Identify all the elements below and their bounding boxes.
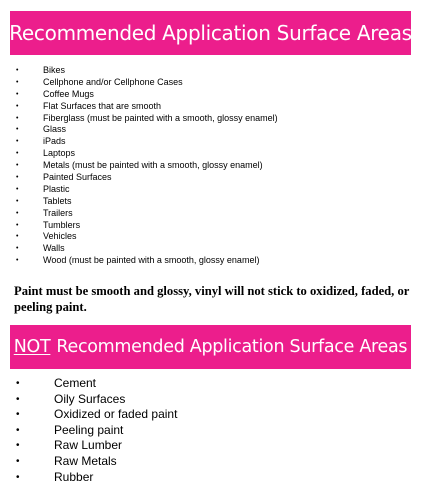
list-item bbox=[16, 172, 278, 184]
bullet-icon: • bbox=[16, 471, 20, 483]
list-item bbox=[16, 136, 278, 148]
list-item-text: Oily Surfaces bbox=[54, 391, 126, 406]
not-recommended-list bbox=[16, 376, 177, 485]
list-item bbox=[16, 89, 278, 101]
list-item-text: Oxidized or faded paint bbox=[54, 407, 178, 422]
recommended-banner bbox=[10, 11, 411, 55]
list-item-text: Vehicles bbox=[43, 231, 77, 242]
list-item-text: Walls bbox=[43, 243, 65, 254]
list-item bbox=[16, 113, 278, 125]
bullet-icon: • bbox=[16, 233, 19, 241]
list-item-text: Glass bbox=[43, 124, 67, 135]
list-item bbox=[16, 454, 177, 470]
bullet-icon: • bbox=[16, 185, 19, 193]
bullet-icon: • bbox=[16, 440, 20, 452]
bullet-icon: • bbox=[16, 378, 20, 389]
bullet-icon: • bbox=[16, 102, 19, 110]
list-item bbox=[16, 101, 278, 113]
list-item-text: Bikes bbox=[43, 65, 66, 75]
list-item bbox=[16, 392, 177, 408]
bullet-icon: • bbox=[16, 245, 19, 253]
bullet-icon: • bbox=[16, 424, 20, 436]
bullet-icon: • bbox=[16, 114, 19, 122]
list-item-text: Trailers bbox=[43, 207, 73, 218]
list-item-text: Peeling paint bbox=[54, 422, 124, 437]
list-item-text: Coffee Mugs bbox=[43, 88, 94, 99]
list-item-text: Rubber bbox=[54, 469, 94, 484]
list-item bbox=[16, 65, 278, 77]
list-item-text: Cellphone and/or Cellphone Cases bbox=[43, 76, 183, 87]
bullet-icon: • bbox=[16, 221, 19, 229]
list-item bbox=[16, 376, 177, 392]
bullet-icon: • bbox=[16, 138, 19, 146]
bullet-icon: • bbox=[16, 393, 20, 405]
bullet-icon: • bbox=[16, 257, 19, 265]
not-recommended-title: Recommended Application Surface Areas bbox=[56, 337, 408, 357]
list-item-text: Fiberglass (must be painted with a smooth, glossy enamel) bbox=[43, 112, 278, 123]
list-item bbox=[16, 196, 278, 208]
list-item bbox=[16, 423, 177, 439]
list-item-text: Flat Surfaces that are smooth bbox=[43, 100, 162, 111]
bullet-icon: • bbox=[16, 409, 20, 421]
list-item-text: Wood (must be painted with a smooth, glossy enamel) bbox=[43, 255, 260, 266]
list-item bbox=[16, 438, 177, 454]
paint-note: Paint must be smooth and glossy, vinyl will not stick to oxidized, faded, or peeling paint. bbox=[14, 284, 410, 314]
list-item bbox=[16, 184, 278, 196]
bullet-icon: • bbox=[16, 162, 19, 170]
list-item-text: Tablets bbox=[43, 195, 72, 206]
recommended-list bbox=[16, 65, 278, 267]
list-item bbox=[16, 220, 278, 232]
list-item-text: Plastic bbox=[43, 183, 70, 194]
list-item bbox=[16, 77, 278, 89]
list-item bbox=[16, 148, 278, 160]
list-item bbox=[16, 255, 278, 267]
bullet-icon: • bbox=[16, 197, 19, 205]
bullet-icon: • bbox=[16, 78, 19, 86]
list-item-text: Raw Lumber bbox=[54, 438, 123, 453]
list-item-text: iPads bbox=[43, 136, 66, 147]
bullet-icon: • bbox=[16, 174, 19, 182]
list-item bbox=[16, 124, 278, 136]
list-item bbox=[16, 407, 177, 423]
not-recommended-title-emphasis: NOT bbox=[13, 337, 51, 357]
list-item bbox=[16, 470, 177, 486]
list-item-text: Laptops bbox=[43, 148, 76, 159]
bullet-icon: • bbox=[16, 90, 19, 98]
list-item bbox=[16, 160, 278, 172]
list-item bbox=[16, 231, 278, 243]
list-item-text: Painted Surfaces bbox=[43, 172, 112, 183]
list-item-text: Raw Metals bbox=[54, 453, 117, 468]
list-item-text: Tumblers bbox=[43, 219, 81, 230]
list-item-text: Cement bbox=[54, 376, 97, 390]
not-recommended-banner bbox=[10, 325, 411, 369]
bullet-icon: • bbox=[16, 67, 19, 74]
bullet-icon: • bbox=[16, 150, 19, 158]
bullet-icon: • bbox=[16, 126, 19, 134]
bullet-icon: • bbox=[16, 209, 19, 217]
list-item bbox=[16, 243, 278, 255]
list-item-text: Metals (must be painted with a smooth, glossy enamel) bbox=[43, 160, 263, 171]
list-item bbox=[16, 208, 278, 220]
bullet-icon: • bbox=[16, 455, 20, 467]
recommended-title: Recommended Application Surface Areas bbox=[9, 21, 412, 45]
